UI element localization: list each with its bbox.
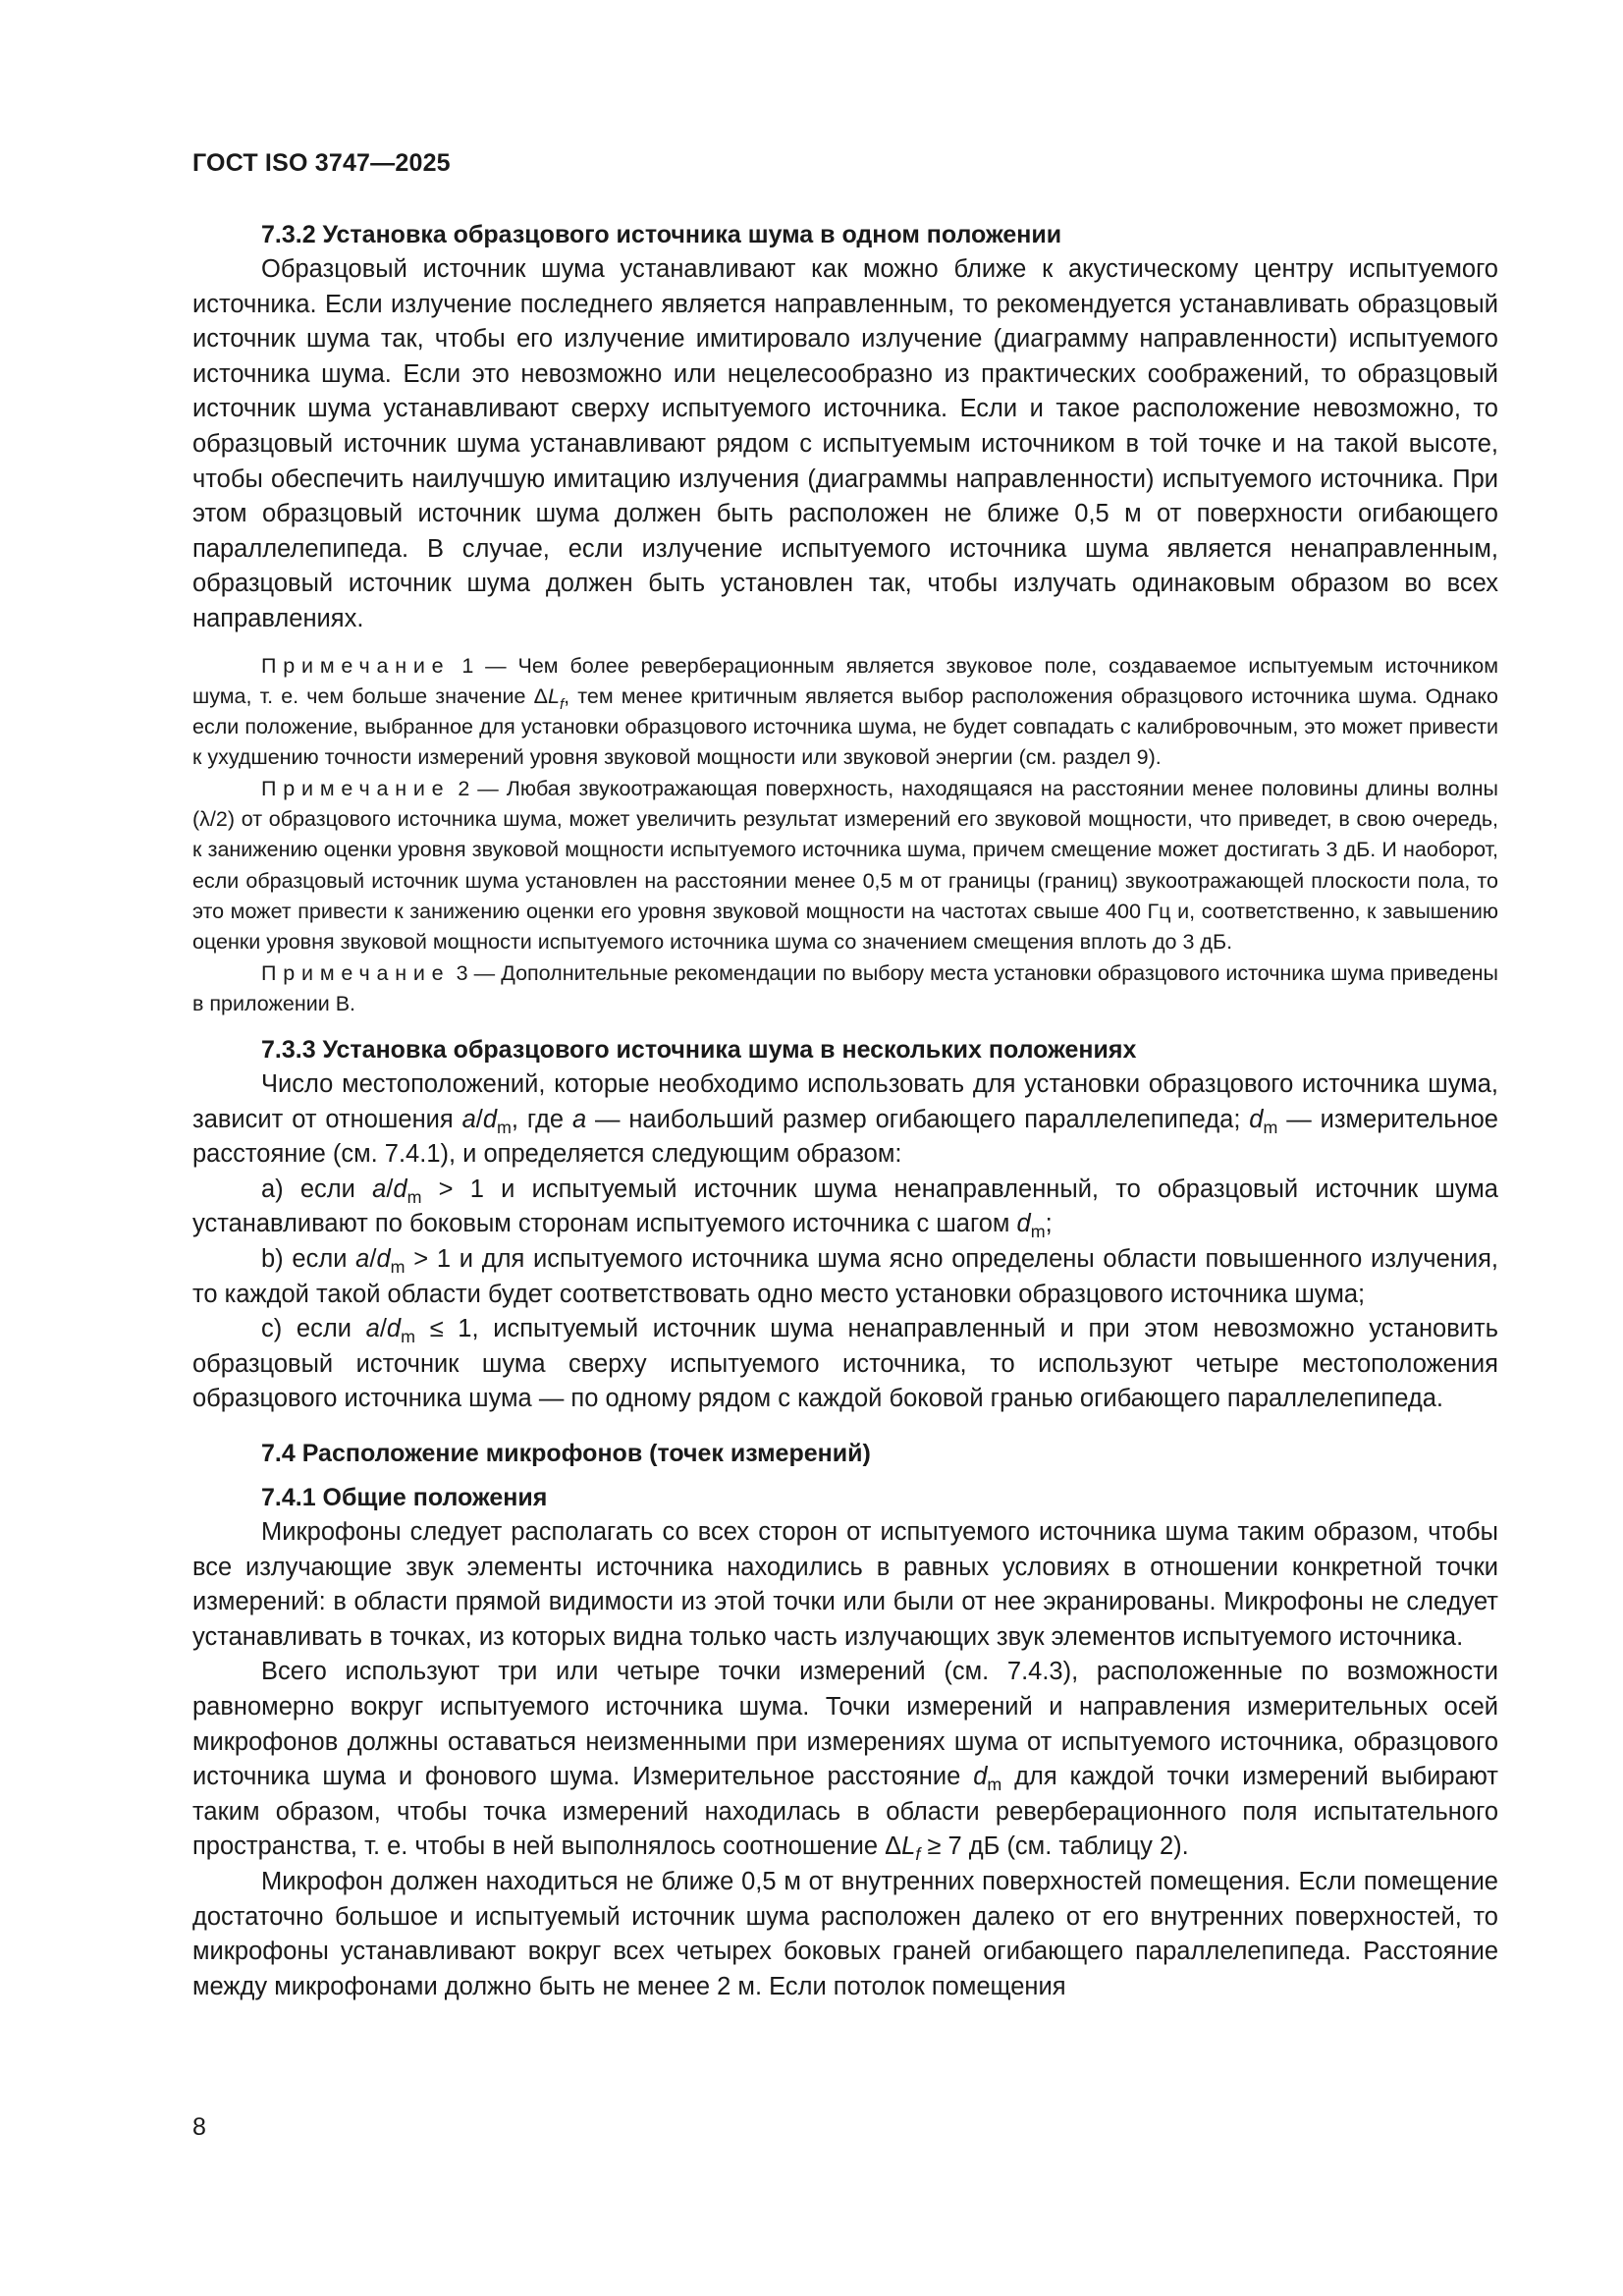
math-sub: m [401, 1327, 415, 1347]
text-run: ; [1045, 1210, 1053, 1238]
text-run: , где [511, 1105, 572, 1133]
math-op: / [386, 1175, 394, 1203]
math-var: d [1249, 1105, 1264, 1133]
math-var: L [901, 1832, 916, 1861]
list-item-c [192, 1312, 1498, 1417]
math-op: / [475, 1105, 483, 1133]
math-sub: m [987, 1775, 1002, 1795]
math-op: / [379, 1315, 387, 1343]
math-var: a [355, 1245, 370, 1274]
text-run: — измерительное расстояние (см. 7.4.1), и определяется следующим образом: [192, 1105, 1498, 1169]
math-var: a [372, 1175, 387, 1203]
text-run: для каждой точки измерений выбирают таким образом, чтобы точка измерений находилась в области реверберационного поля испытательного пространства, т. е. чтобы в ней выполнялось соотношение Δ [192, 1763, 1498, 1861]
text-run: — наибольший размер огибающего параллелепипеда; [586, 1105, 1250, 1133]
math-var: d [386, 1315, 402, 1343]
note-2-text: 2 — Любая звукоотражающая поверхность, находящаяся на расстоянии менее половины длины волны (λ/2) от образцового источника шума, может увеличить результат измерений его звуковой мощности, что приведет, в свою очередь, к занижению оценки уровня звуковой мощности испытуемого источника шума, причем смещение может достигать 3 дБ. И наоборот, если образцовый источник шума установлен на расстоянии менее 0,5 м от границы (границ) звукоотражающей плоскости пола, то это может привести к занижению оценки его уровня звуковой мощности на частотах свыше 400 Гц и, соответственно, к завышению оценки уровня звуковой мощности испытуемого источника шума со значением смещения вплоть до 3 дБ. [192, 776, 1498, 955]
heading-7-3-2: 7.3.2 Установка образцового источника шума в одном положении [261, 221, 1062, 248]
math-var: a [571, 1105, 587, 1133]
text-run: ≥ 7 дБ (см. таблицу 2). [920, 1832, 1189, 1861]
math-sub: m [497, 1117, 512, 1137]
note-2 [192, 774, 1498, 958]
paragraph-7-3-3 [192, 1067, 1498, 1173]
paragraph-7-3-2: Образцовый источник шума устанавливают как можно ближе к акустическому центру испытуемого источника. Если излучение последнего является направленным, то рекомендуется устанавливать образцовый источник шума так, чтобы его излучение имитировало излучение (диаграмму направленности) испытуемого источника шума. Если это невозможно или нецелесообразно из практических соображений, то образцовый источник шума устанавливают сверху испытуемого источника. Если и такое расположение невозможно, то образцовый источник шума устанавливают рядом с испытуемым источником в той точке и на такой высоте, чтобы обеспечить наилучшую имитацию излучения (диаграммы направленности) испытуемого источника. При этом образцовый источник шума должен быть расположен не ближе 0,5 м от поверхности огибающего параллелепипеда. В случае, если излучение испытуемого источника шума является ненаправленным, образцовый источник шума должен быть установлен так, чтобы излучать одинаковым образом во всех направлениях. [192, 255, 1498, 632]
text-run: Число местоположений, которые необходимо использовать для установки образцового источника шума, зависит от отношения [192, 1070, 1498, 1133]
note-3-text: 3 — Дополнительные рекомендации по выбору места установки образцового источника шума приведены в приложении В. [192, 960, 1498, 1015]
note-1-text-a: 1 — Чем более реверберационным является звуковое поле, создаваемое испытуемым источником шума, т. е. чем больше значение Δ [192, 653, 1498, 708]
note-label: Примечание [261, 960, 451, 985]
note-1-var: L [547, 683, 560, 708]
note-1-sub: f [559, 695, 565, 713]
math-var: d [482, 1105, 498, 1133]
math-sub: m [1030, 1222, 1046, 1242]
math-var: d [393, 1175, 407, 1203]
math-sub: m [390, 1257, 406, 1278]
note-label: Примечание [261, 653, 451, 678]
text-run: > 1 и для испытуемого источника шума ясно определены области повышенного излучения, то каждой такой области будет соответствовать одно место установки образцового источника шума; [192, 1245, 1498, 1308]
document-header: ГОСТ ISO 3747—2025 [192, 149, 451, 177]
text-run: а) если [261, 1175, 373, 1203]
heading-7-4: 7.4 Расположение микрофонов (точек измерений) [261, 1440, 871, 1468]
list-item-a [192, 1173, 1498, 1242]
note-label: Примечание [261, 776, 451, 800]
note-1-text-b: , тем менее критичным является выбор расположения образцового источника шума. Однако если положение, выбранное для установки образцового источника шума, не будет совпадать с калибровочным, это может привести к ухудшению точности измерений уровня звуковой мощности или звуковой энергии (см. раздел 9). [192, 683, 1498, 770]
list-item-b [192, 1242, 1498, 1312]
paragraph-7-4-1-3: Микрофон должен находиться не ближе 0,5 м от внутренних поверхностей помещения. Если помещение достаточно большое и испытуемый источник шума расположен далеко от его внутренних поверхностей, то микрофоны устанавливают вокруг всех четырех боковых граней огибающего параллелепипеда. Расстояние между микрофонами должно быть не менее 2 м. Если потолок помещения [192, 1867, 1498, 2000]
math-op: / [369, 1245, 377, 1274]
text-run: > 1 и испытуемый источник шума ненаправленный, то образцовый источник шума устанавливают по боковым сторонам испытуемого источника с шагом [192, 1175, 1498, 1238]
paragraph-7-4-1-2 [192, 1655, 1498, 1865]
page-number: 8 [192, 2113, 206, 2141]
text-run: ≤ 1, испытуемый источник шума ненаправленный и при этом невозможно установить образцовый источник шума сверху испытуемого источника, то используют четыре местоположения образцового источника шума — по одному рядом с каждой боковой гранью огибающего параллелепипеда. [192, 1315, 1498, 1413]
note-1 [192, 651, 1498, 774]
text-run: с) если [261, 1315, 366, 1343]
math-var: d [376, 1245, 391, 1274]
math-sub: m [406, 1186, 422, 1207]
note-3 [192, 958, 1498, 1020]
math-var: a [461, 1105, 476, 1133]
paragraph-7-4-1-1: Микрофоны следует располагать со всех сторон от испытуемого источника шума таким образом, чтобы все излучающие звук элементы источника находились в равных условиях в отношении конкретной точки измерений: в области прямой видимости из этой точки или были от нее экранированы. Микрофоны не следует устанавливать в точках, из которых видна только часть излучающих звук элементов испытуемого источника. [192, 1518, 1498, 1651]
heading-7-4-1: 7.4.1 Общие положения [261, 1484, 548, 1512]
heading-7-3-3: 7.3.3 Установка образцового источника шума в нескольких положениях [261, 1036, 1137, 1065]
math-sub: m [1263, 1117, 1278, 1137]
math-var: a [365, 1315, 380, 1343]
text-run: b) если [261, 1245, 356, 1274]
document-body [192, 218, 1498, 2004]
math-sub: f [915, 1844, 921, 1865]
math-var: d [973, 1763, 988, 1791]
text-run: Всего используют три или четыре точки измерений (см. 7.4.3), расположенные по возможности равномерно вокруг испытуемого источника шума. Точки измерений и направления измерительных осей микрофонов должны оставаться неизменными при измерениях шума от испытуемого источника, образцового источника шума и фонового шума. Измерительное расстояние [192, 1658, 1498, 1791]
math-var: d [1016, 1210, 1031, 1238]
